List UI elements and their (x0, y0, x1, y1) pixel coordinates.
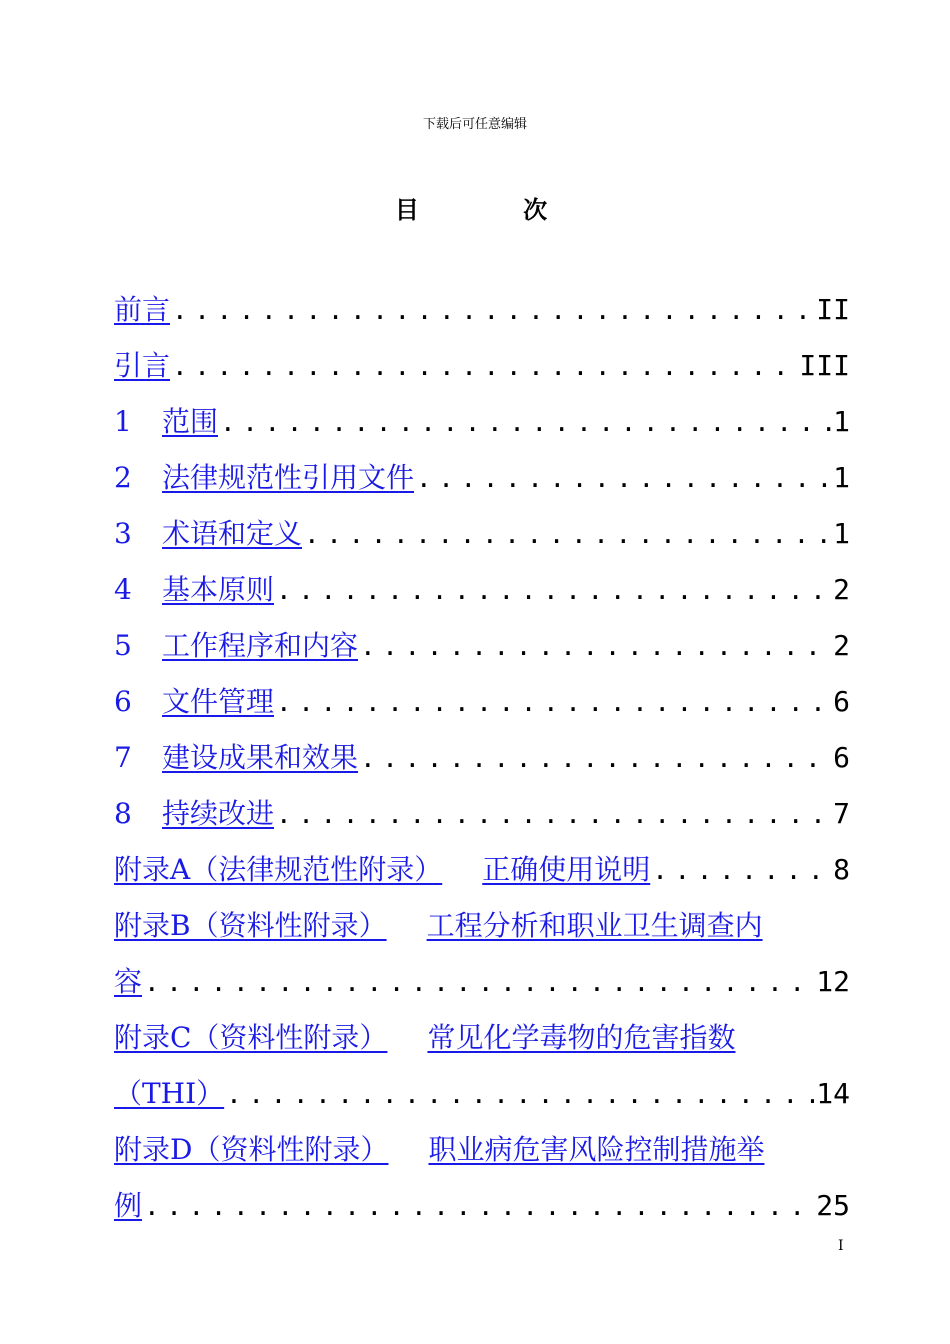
section-number: 3 (114, 517, 132, 550)
toc-page: 7 (833, 797, 850, 830)
section-number: 4 (114, 573, 132, 606)
toc-entry-3[interactable] (114, 506, 850, 562)
toc-entry-4[interactable] (114, 562, 850, 618)
appendix-title: 正确使用说明 (482, 853, 651, 886)
appendix-prefix: 附录D（资料性附录） (114, 1133, 389, 1166)
section-number: 2 (114, 461, 132, 494)
leader-dots (144, 955, 814, 1011)
toc-page: 6 (833, 685, 850, 718)
toc-page: 1 (833, 461, 850, 494)
section-title: 持续改进 (162, 797, 275, 830)
toc-link[interactable] (114, 786, 274, 842)
section-title: 基本原则 (162, 573, 275, 606)
toc-link[interactable] (114, 450, 414, 506)
toc-page: 8 (833, 853, 850, 886)
section-number: 8 (114, 797, 132, 830)
toc-page: 14 (816, 1077, 850, 1110)
toc-link[interactable]: 例 (114, 1189, 143, 1222)
toc-link[interactable] (114, 394, 218, 450)
section-title: 术语和定义 (162, 517, 303, 550)
leader-dots (172, 339, 797, 395)
toc-title: 目 次 (394, 195, 596, 224)
toc-page: 6 (833, 741, 850, 774)
leader-dots (276, 675, 831, 731)
section-number: 5 (114, 629, 132, 662)
header-note: 下载后可任意编辑 (422, 117, 527, 132)
toc-link[interactable] (114, 674, 274, 730)
appendix-title: 工程分析和职业卫生调查内 (426, 909, 763, 942)
toc-entry-appendix-b[interactable] (114, 898, 850, 954)
toc-link[interactable] (114, 842, 650, 898)
toc-entry-preface[interactable] (114, 282, 850, 338)
section-title: 法律规范性引用文件 (162, 461, 415, 494)
toc-entry-appendix-c-continued[interactable] (114, 1066, 850, 1122)
appendix-prefix: 附录A（法律规范性附录） (114, 853, 443, 886)
appendix-title: 常见化学毒物的危害指数 (427, 1021, 736, 1054)
toc-page: 25 (816, 1189, 850, 1222)
table-of-contents (114, 282, 850, 1234)
section-number: 6 (114, 685, 132, 718)
toc-page: II (816, 293, 850, 326)
toc-link[interactable] (114, 562, 274, 618)
toc-entry-2[interactable] (114, 450, 850, 506)
toc-entry-appendix-a[interactable] (114, 842, 850, 898)
toc-entry-1[interactable] (114, 394, 850, 450)
leader-dots (276, 787, 831, 843)
toc-link[interactable] (114, 909, 763, 942)
leader-dots (172, 283, 814, 339)
toc-entry-8[interactable] (114, 786, 850, 842)
toc-page: 1 (833, 517, 850, 550)
leader-dots (276, 563, 831, 619)
toc-link[interactable] (114, 618, 358, 674)
toc-entry-introduction[interactable] (114, 338, 850, 394)
toc-link[interactable] (114, 1133, 764, 1166)
toc-link[interactable]: 引言 (114, 349, 171, 382)
leader-dots (416, 451, 831, 507)
toc-entry-appendix-d[interactable] (114, 1122, 850, 1178)
toc-link[interactable] (114, 730, 358, 786)
page-number: I (838, 1238, 844, 1254)
leader-dots (144, 1179, 814, 1235)
leader-dots (304, 507, 831, 563)
section-number: 7 (114, 741, 132, 774)
section-title: 建设成果和效果 (162, 741, 359, 774)
toc-entry-6[interactable] (114, 674, 850, 730)
toc-link[interactable] (114, 1021, 735, 1054)
toc-page: 12 (816, 965, 850, 998)
toc-link[interactable]: 前言 (114, 293, 171, 326)
leader-dots (360, 731, 831, 787)
toc-page: 2 (833, 573, 850, 606)
toc-link[interactable] (114, 506, 302, 562)
appendix-prefix: 附录B（资料性附录） (114, 909, 387, 942)
toc-entry-appendix-d-continued[interactable] (114, 1178, 850, 1234)
section-title: 范围 (162, 405, 219, 438)
toc-entry-5[interactable] (114, 618, 850, 674)
leader-dots (652, 843, 831, 899)
leader-dots (226, 1067, 814, 1123)
section-title: 工作程序和内容 (162, 629, 359, 662)
toc-page: 1 (833, 405, 850, 438)
appendix-title: 职业病危害风险控制措施举 (428, 1133, 765, 1166)
leader-dots (220, 395, 831, 451)
leader-dots (360, 619, 831, 675)
toc-entry-7[interactable] (114, 730, 850, 786)
toc-page: III (799, 349, 850, 382)
toc-link[interactable]: （THI） (114, 1077, 225, 1110)
section-number: 1 (114, 405, 132, 438)
toc-entry-appendix-b-continued[interactable] (114, 954, 850, 1010)
toc-link[interactable]: 容 (114, 965, 143, 998)
toc-entry-appendix-c[interactable] (114, 1010, 850, 1066)
appendix-prefix: 附录C（资料性附录） (114, 1021, 388, 1054)
toc-page: 2 (833, 629, 850, 662)
section-title: 文件管理 (162, 685, 275, 718)
